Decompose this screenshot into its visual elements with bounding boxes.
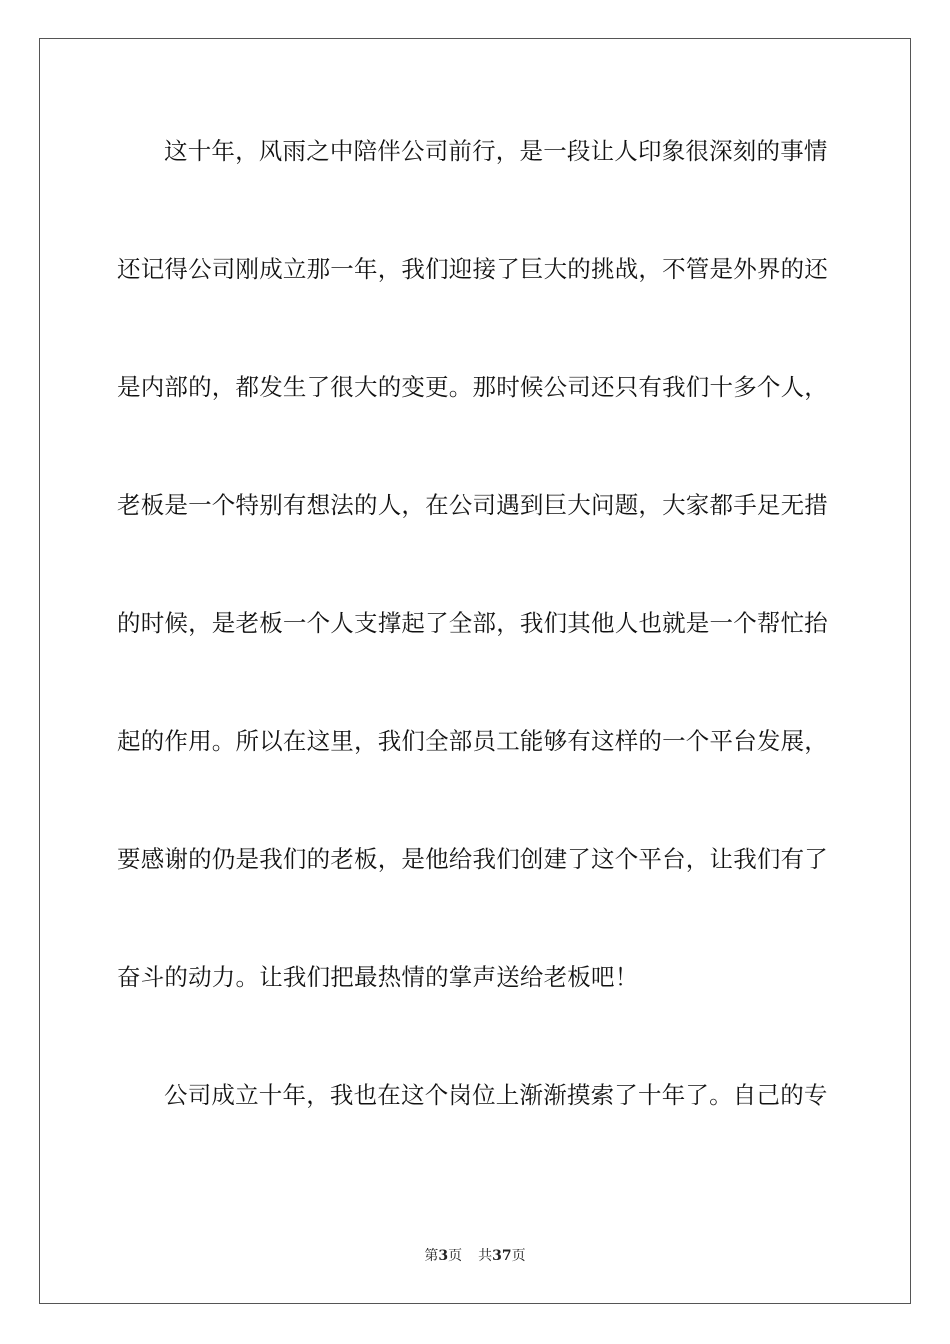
total-pages-suffix: 页	[511, 1248, 526, 1264]
paragraph-line: 是内部的，都发生了很大的变更。那时候公司还只有我们十多个人，	[117, 373, 828, 401]
paragraph-line: 奋斗的动力。让我们把最热情的掌声送给老板吧！	[117, 963, 639, 991]
document-body	[117, 120, 833, 1182]
paragraph-line: 起的作用。所以在这里，我们全部员工能够有这样的一个平台发展，	[117, 727, 828, 755]
paragraph-line: 的时候，是老板一个人支撑起了全部，我们其他人也就是一个帮忙抬	[117, 609, 828, 637]
paragraph-line: 要感谢的仍是我们的老板，是他给我们创建了这个平台，让我们有了	[117, 845, 828, 873]
paragraph-line: 还记得公司刚成立那一年，我们迎接了巨大的挑战，不管是外界的还	[117, 255, 828, 283]
page-number: 3	[438, 1248, 449, 1264]
paragraph-line: 老板是一个特别有想法的人，在公司遇到巨大问题，大家都手足无措	[117, 491, 828, 519]
paragraph-line: 这十年，风雨之中陪伴公司前行，是一段让人印象很深刻的事情	[164, 137, 828, 165]
total-pages-prefix: 共	[478, 1248, 493, 1264]
page-number-prefix: 第	[424, 1248, 439, 1264]
page-number-suffix: 页	[448, 1248, 463, 1264]
total-pages: 37	[492, 1248, 512, 1264]
page-footer	[0, 1246, 950, 1266]
paragraph-line: 公司成立十年，我也在这个岗位上渐渐摸索了十年了。自己的专	[164, 1081, 828, 1109]
